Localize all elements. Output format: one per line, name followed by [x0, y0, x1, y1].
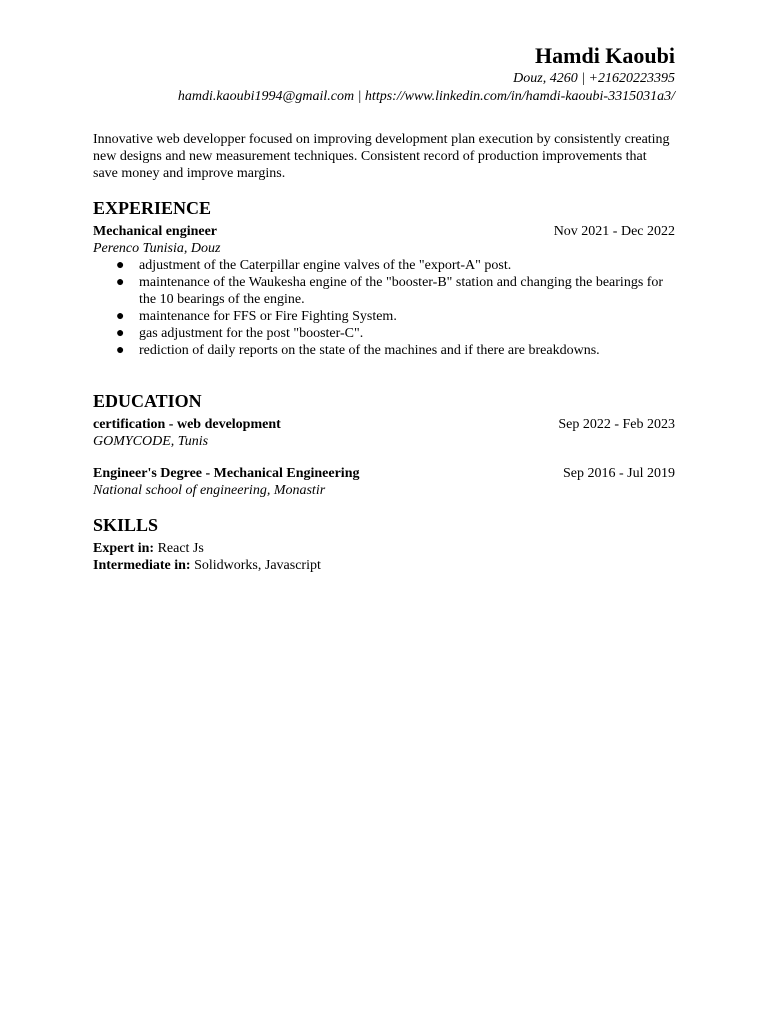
- job-company: Perenco Tunisia, Douz: [93, 241, 221, 256]
- bullet-icon: ●: [116, 275, 125, 290]
- bullet-text: rediction of daily reports on the state of the machines and if there are breakdowns.: [139, 343, 600, 358]
- bullet-icon: ●: [116, 309, 125, 324]
- education-entry-head: [93, 465, 675, 482]
- bullet-text: adjustment of the Caterpillar engine valves of the "export-A" post.: [139, 258, 512, 273]
- school-name: National school of engineering, Monastir: [93, 483, 326, 498]
- skill-expert-label: Expert in:: [93, 541, 155, 556]
- degree-title: certification - web development: [93, 417, 281, 432]
- list-item: [116, 325, 675, 342]
- skill-intermediate: [93, 557, 675, 574]
- bullet-icon: ●: [116, 258, 125, 273]
- bullet-text: maintenance for FFS or Fire Fighting System.: [139, 309, 397, 324]
- education-title: EDUCATION: [93, 391, 202, 411]
- job-role: Mechanical engineer: [93, 224, 218, 239]
- bullet-text: gas adjustment for the post "booster-C".: [139, 326, 364, 341]
- experience-section: [93, 197, 675, 359]
- list-item: [116, 342, 675, 359]
- resume-header: [93, 42, 675, 106]
- degree-dates: Sep 2016 - Jul 2019: [563, 466, 675, 481]
- bullet-icon: ●: [116, 326, 125, 341]
- skill-expert: [93, 540, 675, 557]
- list-item: [116, 257, 675, 274]
- candidate-name: Hamdi Kaoubi: [535, 43, 675, 68]
- job-dates: Nov 2021 - Dec 2022: [553, 224, 675, 239]
- email-linkedin: hamdi.kaoubi1994@gmail.com | https://www.linkedin.com/in/hamdi-kaoubi-3315031a3/: [177, 89, 675, 104]
- list-item: [116, 274, 675, 308]
- location-phone: Douz, 4260 | +21620223395: [513, 71, 675, 86]
- skill-expert-value: React Js: [154, 541, 204, 556]
- job-bullets: [93, 257, 675, 359]
- school-name: GOMYCODE, Tunis: [93, 434, 209, 449]
- degree-dates: Sep 2022 - Feb 2023: [558, 417, 675, 432]
- education-section: [93, 390, 675, 499]
- resume-page: [93, 42, 675, 574]
- bullet-icon: ●: [116, 343, 125, 358]
- experience-entry: [93, 223, 675, 359]
- bullet-text: maintenance of the Waukesha engine of the "booster-B" station and changing the bearings for the 10 bearings of the engine.: [139, 275, 664, 307]
- skills-title: SKILLS: [93, 515, 159, 535]
- degree-title: Engineer's Degree - Mechanical Engineering: [93, 466, 360, 481]
- education-entry: [93, 465, 675, 499]
- skills-section: [93, 514, 675, 574]
- professional-summary: Innovative web developper focused on improving development plan execution by consistently creating new designs and new measurement techniques. Consistent record of production improvements that save money and improve margins.: [93, 132, 670, 181]
- experience-entry-head: [93, 223, 675, 240]
- experience-title: EXPERIENCE: [93, 198, 212, 218]
- education-entry-head: [93, 416, 675, 433]
- skill-intermediate-value: Solidworks, Javascript: [190, 558, 321, 573]
- skill-intermediate-label: Intermediate in:: [93, 558, 191, 573]
- education-entry: [93, 416, 675, 450]
- list-item: [116, 308, 675, 325]
